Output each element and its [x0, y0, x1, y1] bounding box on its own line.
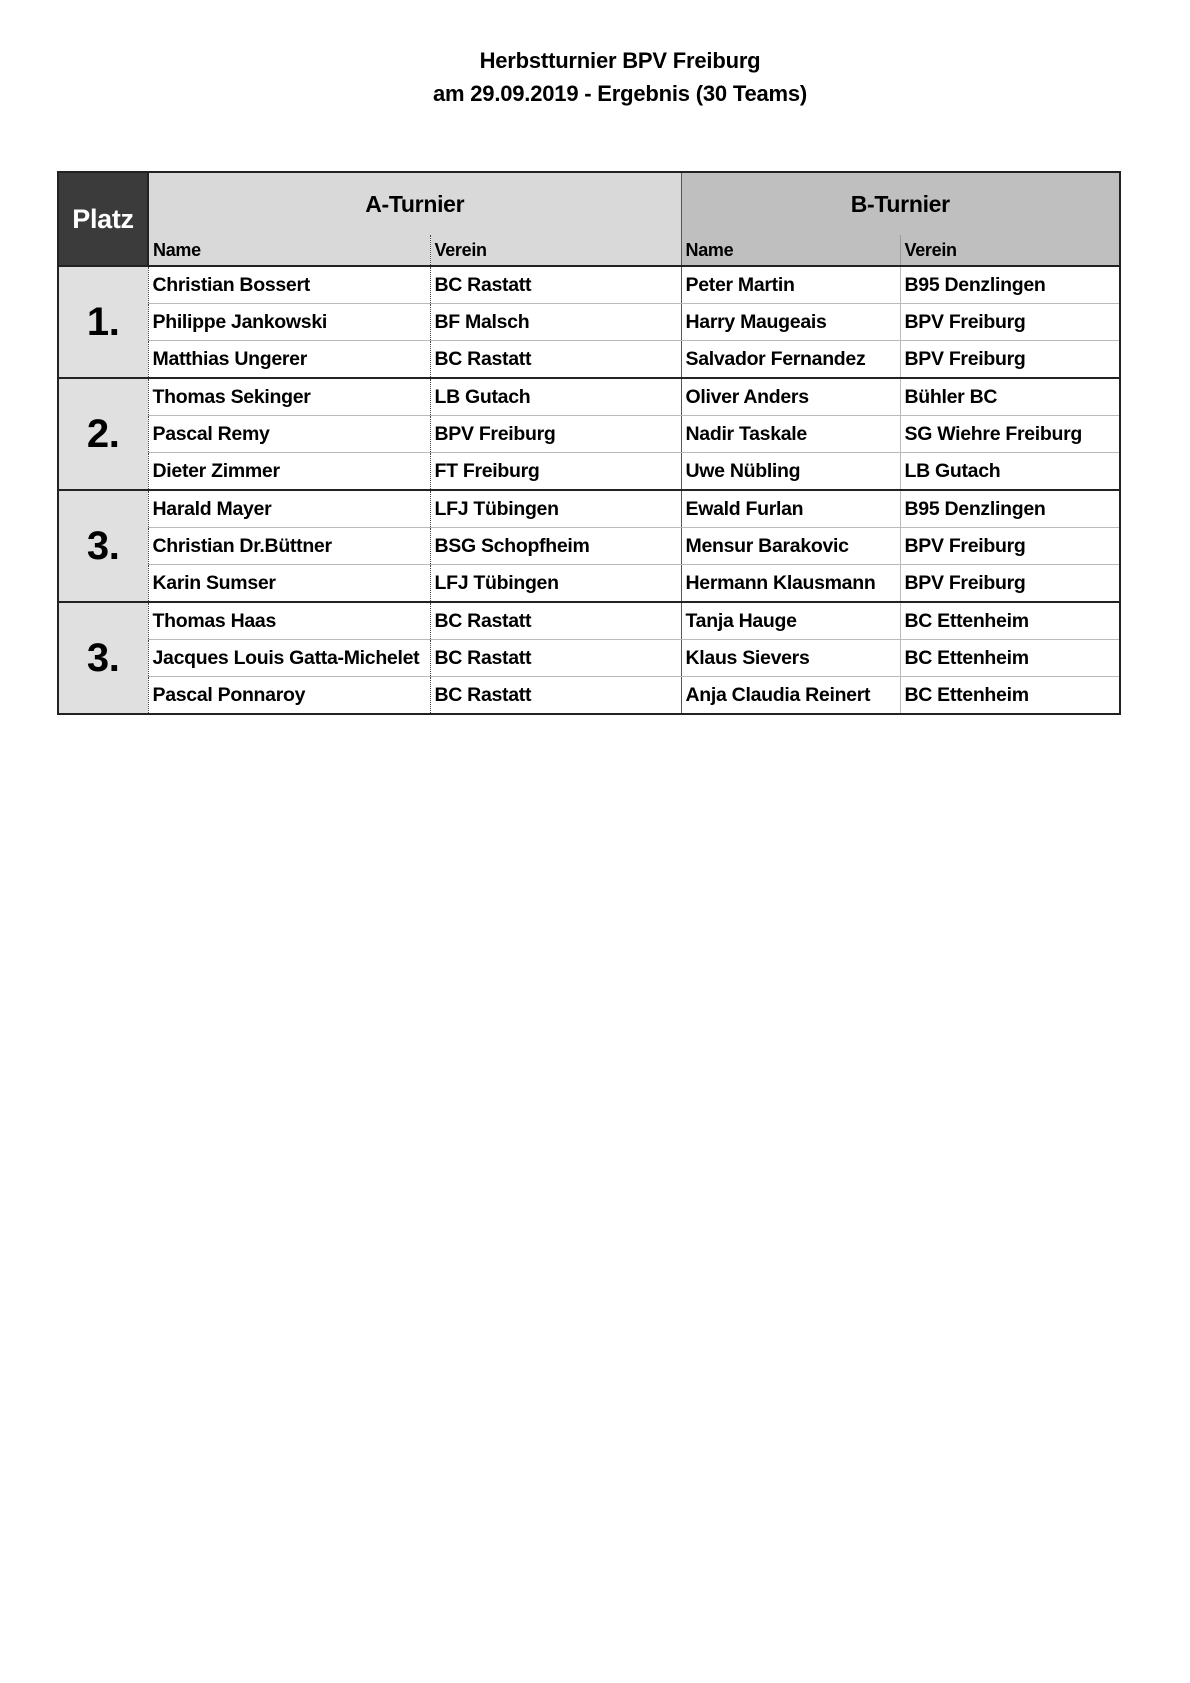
- table-row: [58, 378, 1120, 416]
- table-row: [58, 416, 1120, 453]
- b-verein-cell: BPV Freiburg: [900, 565, 1120, 603]
- table-row: [58, 266, 1120, 304]
- a-name-cell: Thomas Sekinger: [148, 378, 430, 416]
- title-line-1: Herbstturnier BPV Freiburg: [479, 48, 761, 73]
- b-name-cell: Mensur Barakovic: [681, 528, 900, 565]
- b-verein-cell: BPV Freiburg: [900, 341, 1120, 379]
- a-name-cell: Thomas Haas: [148, 602, 430, 640]
- b-verein-cell: B95 Denzlingen: [900, 266, 1120, 304]
- a-verein-cell: LFJ Tübingen: [430, 490, 681, 528]
- a-name-cell: Christian Dr.Büttner: [148, 528, 430, 565]
- b-name-cell: Klaus Sievers: [681, 640, 900, 677]
- a-verein-cell: LB Gutach: [430, 378, 681, 416]
- b-verein-cell: BC Ettenheim: [900, 602, 1120, 640]
- a-turnier-header: A-Turnier: [148, 172, 681, 235]
- a-verein-cell: BC Rastatt: [430, 266, 681, 304]
- b-name-cell: Hermann Klausmann: [681, 565, 900, 603]
- a-verein-cell: BC Rastatt: [430, 341, 681, 379]
- b-verein-cell: BC Ettenheim: [900, 677, 1120, 715]
- b-verein-cell: BC Ettenheim: [900, 640, 1120, 677]
- a-name-cell: Karin Sumser: [148, 565, 430, 603]
- b-name-cell: Peter Martin: [681, 266, 900, 304]
- a-name-cell: Pascal Ponnaroy: [148, 677, 430, 715]
- a-verein-cell: BC Rastatt: [430, 640, 681, 677]
- a-name-cell: Matthias Ungerer: [148, 341, 430, 379]
- place-cell: 1.: [58, 266, 148, 378]
- results-body: [58, 266, 1120, 714]
- a-name-cell: Philippe Jankowski: [148, 304, 430, 341]
- table-row: [58, 490, 1120, 528]
- place-cell: 3.: [58, 602, 148, 714]
- b-verein-cell: LB Gutach: [900, 453, 1120, 491]
- a-name-header: Name: [148, 235, 430, 266]
- a-verein-cell: BF Malsch: [430, 304, 681, 341]
- a-verein-cell: BC Rastatt: [430, 602, 681, 640]
- place-cell: 3.: [58, 490, 148, 602]
- table-row: [58, 565, 1120, 603]
- a-verein-cell: BSG Schopfheim: [430, 528, 681, 565]
- b-name-cell: Oliver Anders: [681, 378, 900, 416]
- b-verein-cell: SG Wiehre Freiburg: [900, 416, 1120, 453]
- subheader-row: [58, 235, 1120, 266]
- b-name-cell: Ewald Furlan: [681, 490, 900, 528]
- b-name-header: Name: [681, 235, 900, 266]
- results-table: [57, 171, 1121, 715]
- b-verein-header: Verein: [900, 235, 1120, 266]
- b-name-cell: Harry Maugeais: [681, 304, 900, 341]
- table-row: [58, 677, 1120, 715]
- b-name-cell: Uwe Nübling: [681, 453, 900, 491]
- b-name-cell: Tanja Hauge: [681, 602, 900, 640]
- a-verein-cell: BC Rastatt: [430, 677, 681, 715]
- a-verein-cell: FT Freiburg: [430, 453, 681, 491]
- b-verein-cell: B95 Denzlingen: [900, 490, 1120, 528]
- table-row: [58, 304, 1120, 341]
- table-row: [58, 453, 1120, 491]
- header-row: [58, 172, 1120, 235]
- b-name-cell: Anja Claudia Reinert: [681, 677, 900, 715]
- title-line-2: am 29.09.2019 - Ergebnis (30 Teams): [432, 81, 808, 106]
- table-row: [58, 528, 1120, 565]
- a-name-cell: Pascal Remy: [148, 416, 430, 453]
- b-verein-cell: Bühler BC: [900, 378, 1120, 416]
- table-row: [58, 602, 1120, 640]
- a-name-cell: Jacques Louis Gatta-Michelet: [148, 640, 430, 677]
- platz-header: Platz: [58, 172, 148, 266]
- a-verein-cell: BPV Freiburg: [430, 416, 681, 453]
- place-cell: 2.: [58, 378, 148, 490]
- a-name-cell: Dieter Zimmer: [148, 453, 430, 491]
- table-row: [58, 341, 1120, 379]
- table-row: [58, 640, 1120, 677]
- a-verein-cell: LFJ Tübingen: [430, 565, 681, 603]
- a-verein-header: Verein: [430, 235, 681, 266]
- a-name-cell: Christian Bossert: [148, 266, 430, 304]
- b-name-cell: Nadir Taskale: [681, 416, 900, 453]
- document-title: [0, 44, 1190, 110]
- a-name-cell: Harald Mayer: [148, 490, 430, 528]
- b-turnier-header: B-Turnier: [681, 172, 1120, 235]
- b-verein-cell: BPV Freiburg: [900, 304, 1120, 341]
- b-verein-cell: BPV Freiburg: [900, 528, 1120, 565]
- b-name-cell: Salvador Fernandez: [681, 341, 900, 379]
